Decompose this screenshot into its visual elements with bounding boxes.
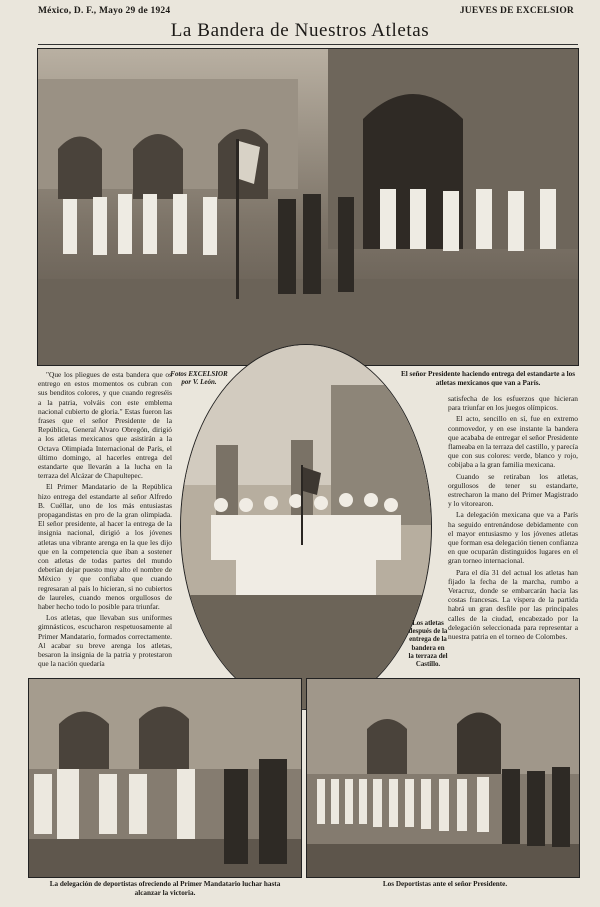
- article-right-column: [448, 394, 578, 643]
- right-paragraph: La delegación mexicana que va a París ha seguido entrenándose debidamente con el mayor entusiasmo y los jóvenes atletas que forman esa delegación tienen confianza en que ocuparán distinguidos lugares en el gran torneo internacional.: [448, 510, 578, 566]
- oval-photo: [180, 344, 432, 710]
- title-rule: [38, 44, 578, 45]
- right-paragraph: Cuando se retiraban los atletas, orgullosos de tener su estandarte, estrecharon la mano del Primer Magistrado y lo vitorearon.: [448, 471, 578, 509]
- bottom-right-photo-image: [307, 679, 579, 877]
- left-paragraph: Los atletas, que llevaban sus uniformes gimnásticos, escucharon respetuosamente al Primer Mandatario, formados correctamente. Al acabar su breve arenga los atletas, besaron la insignia de la patria y protestaron que la nación quedaría: [38, 613, 172, 669]
- caption-presidente-entrega: El señor Presidente haciendo entrega del estandarte a los atletas mexicanos que van a París.: [400, 370, 576, 387]
- bottom-left-photo: [28, 678, 302, 878]
- publication-name: JUEVES DE EXCELSIOR: [459, 6, 574, 16]
- dateline: México, D. F., Mayo 29 de 1924: [38, 6, 171, 16]
- left-paragraph: El Primer Mandatario de la República hizo entrega del estandarte al señor Alfredo B. Cuéllar, uno de los más entusiastas propagandistas en pro de la gran olimpiada. El señor presidente, al hacer la entrega de la insignia nacional, dirigió a los jóvenes atletas una vibrante arenga en la que les dijo que en la competencia que iban a sostener con atletas de todas partes del mundo deberían dejar puesto muy alto el nombre de México y que confiaba que cuando regresaran al país lo hicieran, si no cubiertos de laureles, cuando menos orgullosos de haber hecho todo lo posible para triunfar.: [38, 482, 172, 612]
- page-title: La Bandera de Nuestros Atletas: [170, 20, 430, 41]
- article-left-column: [38, 370, 172, 671]
- bottom-right-photo: [306, 678, 580, 878]
- top-photo-image: [38, 49, 578, 365]
- right-paragraph: Para el día 31 del actual los atletas han fijado la fecha de la marcha, rumbo a Veracruz, donde se embarcarán hacia las costas francesas. La víspera de la partida habrá un gran desfile por las principales calles de la ciudad, encabezado por la delegación seleccionada para representar a nuestra patria en el torneo de Colombes.: [448, 567, 578, 642]
- left-paragraph: "Que los pliegues de esta bandera que os entrego en estos momentos os cubran con sus benditos colores, y que cuando regreséis a la patria, volváis con este emblema nacional cubierto de gloria." Estas fueron las frases que el señor Presidente de la República, General Alvaro Obregón, dirigió a los atletas mexicanos que asistirán a la Octava Olimpiada Internacional de París, el último domingo, al hacerles entrega del estandarte que llevarán a la lucha en la terraza del Alcázar de Chapultepec.: [38, 370, 172, 481]
- right-paragraph: satisfecha de los esfuerzos que hicieran para triunfar en los juegos olímpicos.: [448, 394, 578, 413]
- bottom-left-photo-image: [29, 679, 301, 877]
- caption-delegacion: La delegación de deportistas ofreciendo al Primer Mandatario luchar hasta alcanzar la victoria.: [49, 880, 281, 897]
- top-photo: [37, 48, 579, 366]
- caption-atletas-terraza: Los atletas después de la entrega de la bandera en la terraza del Castillo.: [408, 620, 448, 669]
- oval-photo-image: [181, 345, 431, 709]
- right-paragraph: El acto, sencillo en sí, fue en extremo conmovedor, y en ese instante la bandera que acababa de entregar el señor Presidente flameaba en la terraza del castillo, y parecía que con sus colores: verde, blanco y rojo, cobijaba a la gran familia mexicana.: [448, 414, 578, 470]
- caption-deportistas-presidente: Los Deportistas ante el señor Presidente.: [382, 880, 508, 888]
- photo-credit: Fotos EXCELSIOR por V. León.: [170, 370, 228, 386]
